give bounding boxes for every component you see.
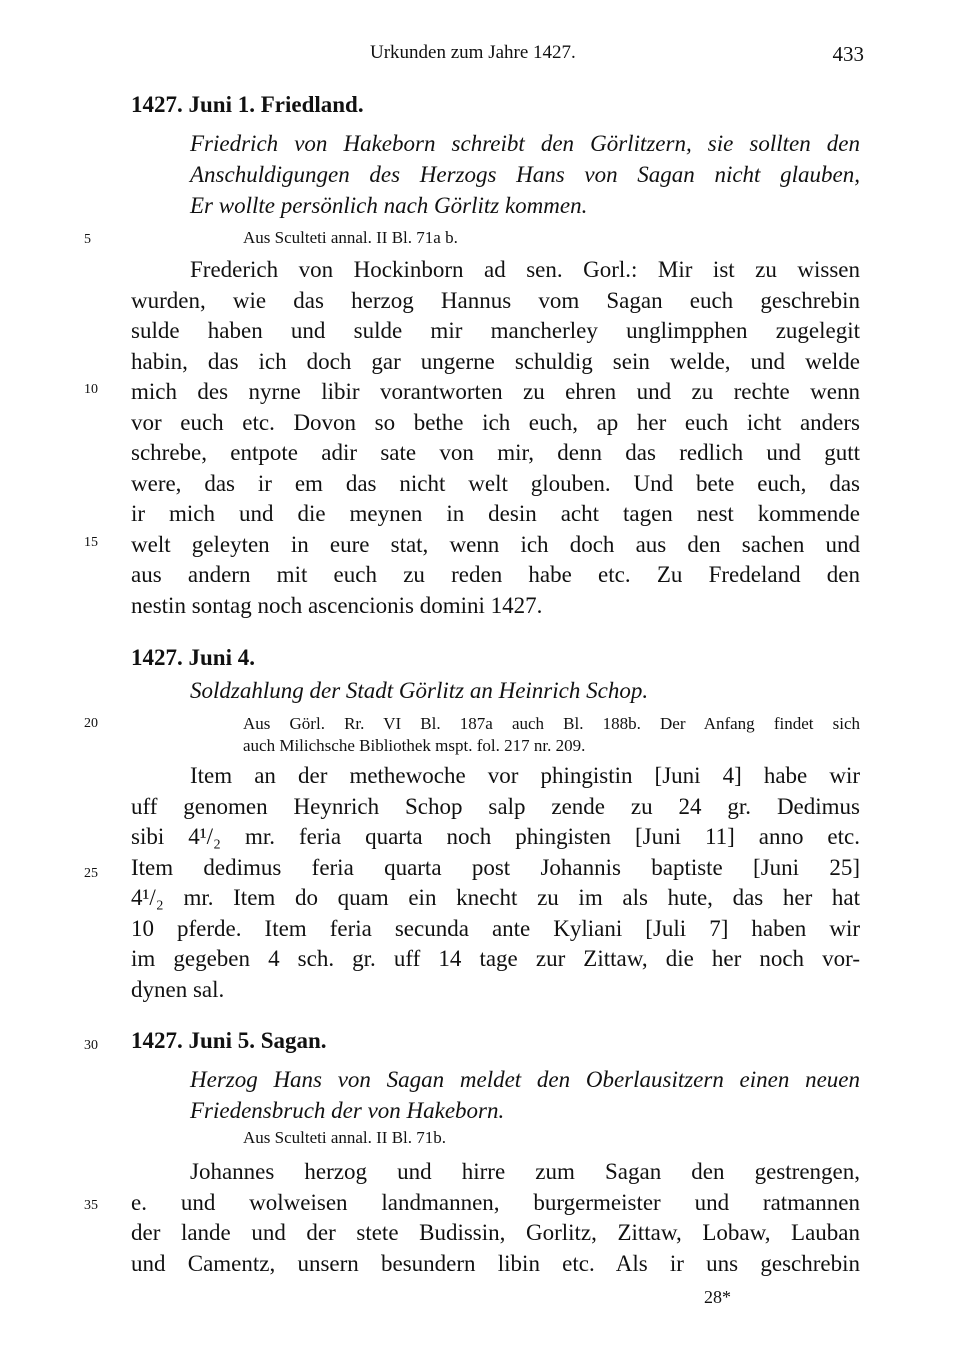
line-number: 20 [84, 716, 98, 731]
text-line: sibi 4¹/₂ mr. feria quarta noch phingisten [Juni 11] anno etc. [131, 824, 860, 849]
doc3-text [131, 1157, 860, 1279]
text-line: dynen sal. [131, 976, 225, 1002]
text-line: nestin sontag noch ascencionis domini 1427. [131, 592, 543, 618]
doc2-heading: 1427. Juni 4. [131, 645, 255, 670]
source-line: auch Milichsche Bibliothek mspt. fol. 217 nr. 209. [243, 736, 586, 755]
text-line: wurden, wie das herzog Hannus vom Sagan euch geschrebin [131, 287, 860, 313]
doc1-text [131, 255, 860, 621]
doc1-source: Aus Sculteti annal. II Bl. 71a b. [243, 228, 458, 247]
text-line: ir mich und die meynen in desin acht tagen nest kommende [131, 501, 860, 526]
text-line: aus andern mit euch zu reden habe etc. Zu Fredeland den [131, 562, 860, 587]
text-line: im gegeben 4 sch. gr. uff 14 tage zur Zittaw, die her noch vor- [131, 946, 860, 971]
doc1-regest [190, 128, 860, 221]
line-number: 5 [84, 232, 91, 247]
doc3-regest [190, 1064, 860, 1126]
text-line: mich des nyrne libir vorantworten zu ehren und zu rechte wenn [131, 379, 860, 404]
doc3-regest-line: Friedensbruch der von Hakeborn. [190, 1098, 505, 1123]
doc2-regest: Soldzahlung der Stadt Görlitz an Heinrich Schop. [190, 678, 649, 703]
text-line: der lande und der stete Budissin, Gorlitz, Zittaw, Lobaw, Lauban [131, 1220, 860, 1245]
line-number: 35 [84, 1198, 98, 1213]
text-line: 10 pferde. Item feria secunda ante Kyliani [Juli 7] haben wir [131, 915, 860, 941]
doc3-heading: 1427. Juni 5. Sagan. [131, 1028, 327, 1053]
text-line: were, das ir em das nicht welt glouben. Und bete euch, das [131, 470, 860, 496]
doc3-source: Aus Sculteti annal. II Bl. 71b. [243, 1128, 447, 1147]
text-line: Frederich von Hockinborn ad sen. Gorl.: Mir ist zu wissen [190, 257, 860, 282]
source-line: Aus Görl. Rr. VI Bl. 187a auch Bl. 188b. Der Anfang findet sich [243, 714, 860, 733]
text-line: und Camentz, unsern besundern libin etc. Als ir uns geschrebin [131, 1250, 860, 1276]
line-number: 10 [84, 382, 98, 397]
text-line: schrebe, entpote adir sate von mir, denn das redlich und gutt [131, 440, 860, 465]
doc1-heading: 1427. Juni 1. Friedland. [131, 92, 364, 117]
doc2-source [243, 713, 860, 757]
doc2-text [131, 761, 860, 1005]
doc1-regest-line: Er wollte persönlich nach Görlitz kommen. [190, 193, 588, 218]
text-line: vor euch etc. Dovon so bethe ich euch, ap her euch icht anders [131, 409, 860, 435]
text-line: sulde haben und sulde mir mancherley unglimpphen zugelegit [131, 318, 860, 343]
text-line: habin, das ich doch gar ungerne schuldig sein welde, und welde [131, 348, 860, 374]
text-line: Johannes herzog und hirre zum Sagan den gestrengen, [190, 1159, 860, 1184]
text-line: Item an der methewoche vor phingistin [Juni 4] habe wir [190, 763, 860, 788]
line-number: 15 [84, 535, 98, 550]
text-line: e. und wolweisen landmannen, burgermeister und ratmannen [131, 1189, 860, 1215]
line-number: 25 [84, 866, 98, 881]
text-line: welt geleyten in eure stat, wenn ich doch aus den sachen und [131, 531, 860, 557]
text-line: Item dedimus feria quarta post Johannis baptiste [Juni 25] [131, 854, 860, 880]
text-line: 4¹/₂ mr. Item do quam ein knecht zu im als hute, das her hat [131, 885, 860, 910]
doc3-regest-line: Herzog Hans von Sagan meldet den Oberlausitzern einen neuen [190, 1067, 860, 1092]
doc1-regest-line: Friedrich von Hakeborn schreibt den Görlitzern, sie sollten den [190, 131, 860, 156]
page-number: 433 [832, 42, 864, 66]
doc1-regest-line: Anschuldigungen des Herzogs Hans von Sagan nicht glauben, [190, 162, 860, 187]
signature-mark: 28* [704, 1287, 731, 1307]
line-number: 30 [84, 1038, 98, 1053]
text-line: uff genomen Heynrich Schop salp zende zu 24 gr. Dedimus [131, 793, 860, 819]
running-title: Urkunden zum Jahre 1427. [370, 42, 576, 63]
